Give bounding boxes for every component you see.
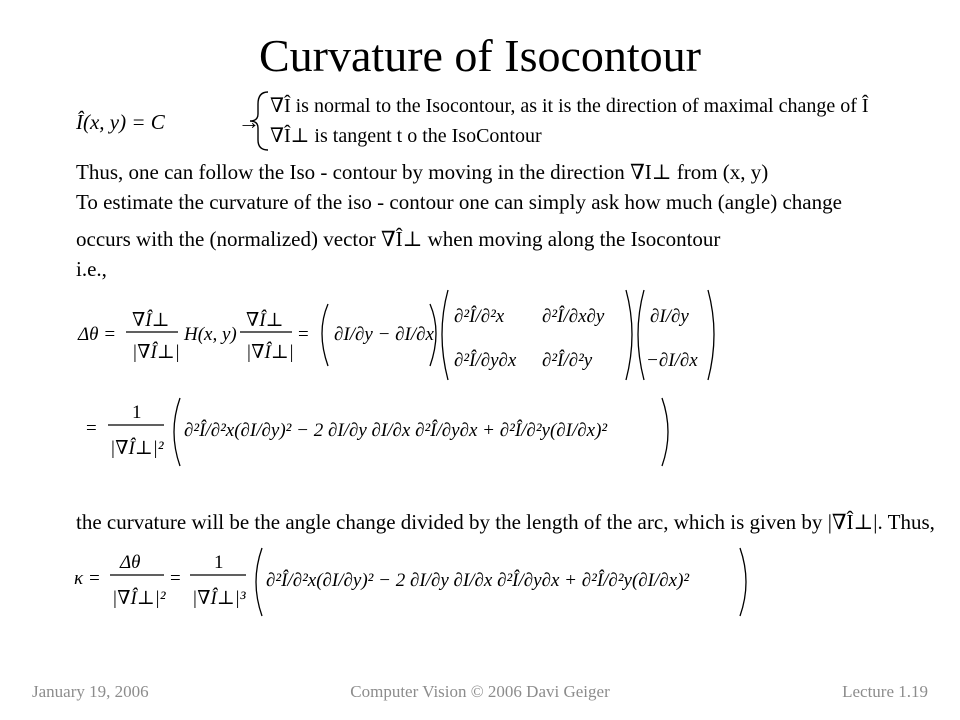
svg-text:∇Î⊥: ∇Î⊥ bbox=[132, 310, 170, 331]
text-line-1c: from (x, y) bbox=[671, 160, 769, 184]
svg-text:1: 1 bbox=[214, 552, 224, 573]
svg-text:∂I/∂y − ∂I/∂x: ∂I/∂y − ∂I/∂x bbox=[334, 324, 434, 345]
text-line-3 bbox=[76, 227, 720, 252]
text-line-5 bbox=[76, 510, 935, 535]
intro-case1: ∇Î is normal to the Isocontour, as it is the direction of maximal change of Î bbox=[270, 95, 869, 117]
svg-text:|∇Î⊥|²: |∇Î⊥|² bbox=[112, 588, 166, 609]
svg-text:H(x, y): H(x, y) bbox=[184, 324, 237, 345]
text-line-5c: . Thus, bbox=[877, 510, 935, 534]
svg-text:Δθ =: Δθ = bbox=[78, 324, 117, 345]
svg-text:|∇Î⊥|²: |∇Î⊥|² bbox=[110, 438, 164, 459]
svg-text:∂²Î/∂²y: ∂²Î/∂²y bbox=[542, 350, 593, 371]
svg-text:|∇Î⊥|: |∇Î⊥| bbox=[246, 342, 294, 363]
svg-text:|∇Î⊥|³: |∇Î⊥|³ bbox=[192, 588, 246, 609]
text-line-2: To estimate the curvature of the iso - contour one can simply ask how much (angle) change bbox=[76, 190, 842, 214]
svg-text:κ =: κ = bbox=[74, 568, 101, 589]
footer-date: January 19, 2006 bbox=[32, 682, 149, 701]
svg-text:∂²Î/∂²x: ∂²Î/∂²x bbox=[454, 306, 505, 327]
svg-text:∂²Î/∂y∂x: ∂²Î/∂y∂x bbox=[454, 350, 517, 371]
text-line-5b: |∇Î⊥| bbox=[827, 510, 878, 534]
text-line-3a: occurs with the (normalized) vector bbox=[76, 227, 381, 251]
intro-lhs: Î(x, y) = C bbox=[76, 110, 165, 134]
text-line-3b: ∇Î⊥ bbox=[380, 227, 423, 251]
text-line-1a: Thus, one can follow the Iso - contour by moving in the direction bbox=[76, 160, 631, 184]
svg-text:∇Î⊥: ∇Î⊥ bbox=[246, 310, 284, 331]
text-line-5a: the curvature will be the angle change divided by the length of the arc, which is given by bbox=[76, 510, 828, 534]
intro-case2: ∇Î⊥ is tangent t o the IsoContour bbox=[270, 125, 542, 147]
svg-text:=: = bbox=[298, 324, 309, 345]
equation-delta-theta bbox=[74, 286, 724, 386]
text-line-4: i.e., bbox=[76, 257, 107, 281]
intro-arrow: → bbox=[238, 109, 260, 134]
svg-text:∂²Î/∂²x(∂I/∂y)² − 2 ∂I/∂y ∂I/: ∂²Î/∂²x(∂I/∂y)² − 2 ∂I/∂y ∂I/∂x ∂²Î/∂y∂x + ∂²Î/∂²y(∂I/∂x)² bbox=[266, 570, 690, 591]
text-line-1b: ∇I⊥ bbox=[630, 160, 672, 184]
intro-equation bbox=[60, 88, 900, 154]
footer-lecture: Lecture 1.19 bbox=[842, 682, 928, 701]
svg-text:∂²Î/∂x∂y: ∂²Î/∂x∂y bbox=[542, 306, 605, 327]
text-line-1 bbox=[76, 160, 768, 185]
svg-text:Δθ: Δθ bbox=[120, 552, 141, 573]
equation-expanded bbox=[84, 392, 684, 472]
svg-text:−∂I/∂x: −∂I/∂x bbox=[646, 350, 698, 371]
svg-text:∂²Î/∂²x(∂I/∂y)² − 2 ∂I/∂y ∂I/: ∂²Î/∂²x(∂I/∂y)² − 2 ∂I/∂y ∂I/∂x ∂²Î/∂y∂x + ∂²Î/∂²y(∂I/∂x)² bbox=[184, 420, 608, 441]
text-line-3c: when moving along the Isocontour bbox=[422, 227, 721, 251]
svg-text:=: = bbox=[86, 418, 97, 439]
svg-text:∂I/∂y: ∂I/∂y bbox=[650, 306, 689, 327]
footer-course: Computer Vision © 2006 Davi Geiger bbox=[350, 682, 610, 701]
svg-text:1: 1 bbox=[132, 402, 142, 423]
equation-kappa bbox=[72, 542, 752, 622]
svg-text:|∇Î⊥|: |∇Î⊥| bbox=[132, 342, 180, 363]
slide-title: Curvature of Isocontour bbox=[259, 30, 701, 81]
svg-text:=: = bbox=[170, 568, 181, 589]
